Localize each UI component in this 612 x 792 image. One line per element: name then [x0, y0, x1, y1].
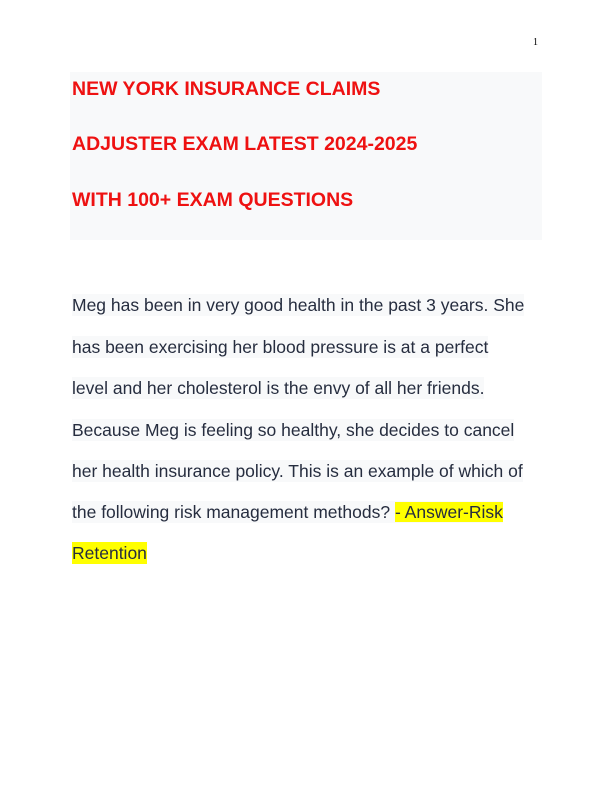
question-line-6-text: the following risk management methods?	[72, 502, 395, 522]
question-line-5: her health insurance policy. This is an example of which of	[72, 461, 523, 481]
question-line-2: has been exercising her blood pressure is at a perfect	[72, 337, 489, 357]
title-line-1: NEW YORK INSURANCE CLAIMS	[72, 78, 381, 100]
question-line-4: Because Meg is feeling so healthy, she decides to cancel	[72, 420, 515, 440]
answer-highlight-2: Retention	[72, 543, 147, 563]
answer-highlight-1: - Answer-Risk	[394, 502, 503, 522]
title-block	[70, 72, 542, 240]
title-line-2: ADJUSTER EXAM LATEST 2024-2025	[72, 133, 418, 155]
title-line-3: WITH 100+ EXAM QUESTIONS	[72, 189, 354, 211]
page-number: 1	[533, 37, 538, 48]
question-line-1: Meg has been in very good health in the past 3 years. She	[72, 295, 525, 315]
question-line-3: level and her cholesterol is the envy of all her friends.	[72, 378, 485, 398]
question-line-6	[72, 501, 503, 523]
